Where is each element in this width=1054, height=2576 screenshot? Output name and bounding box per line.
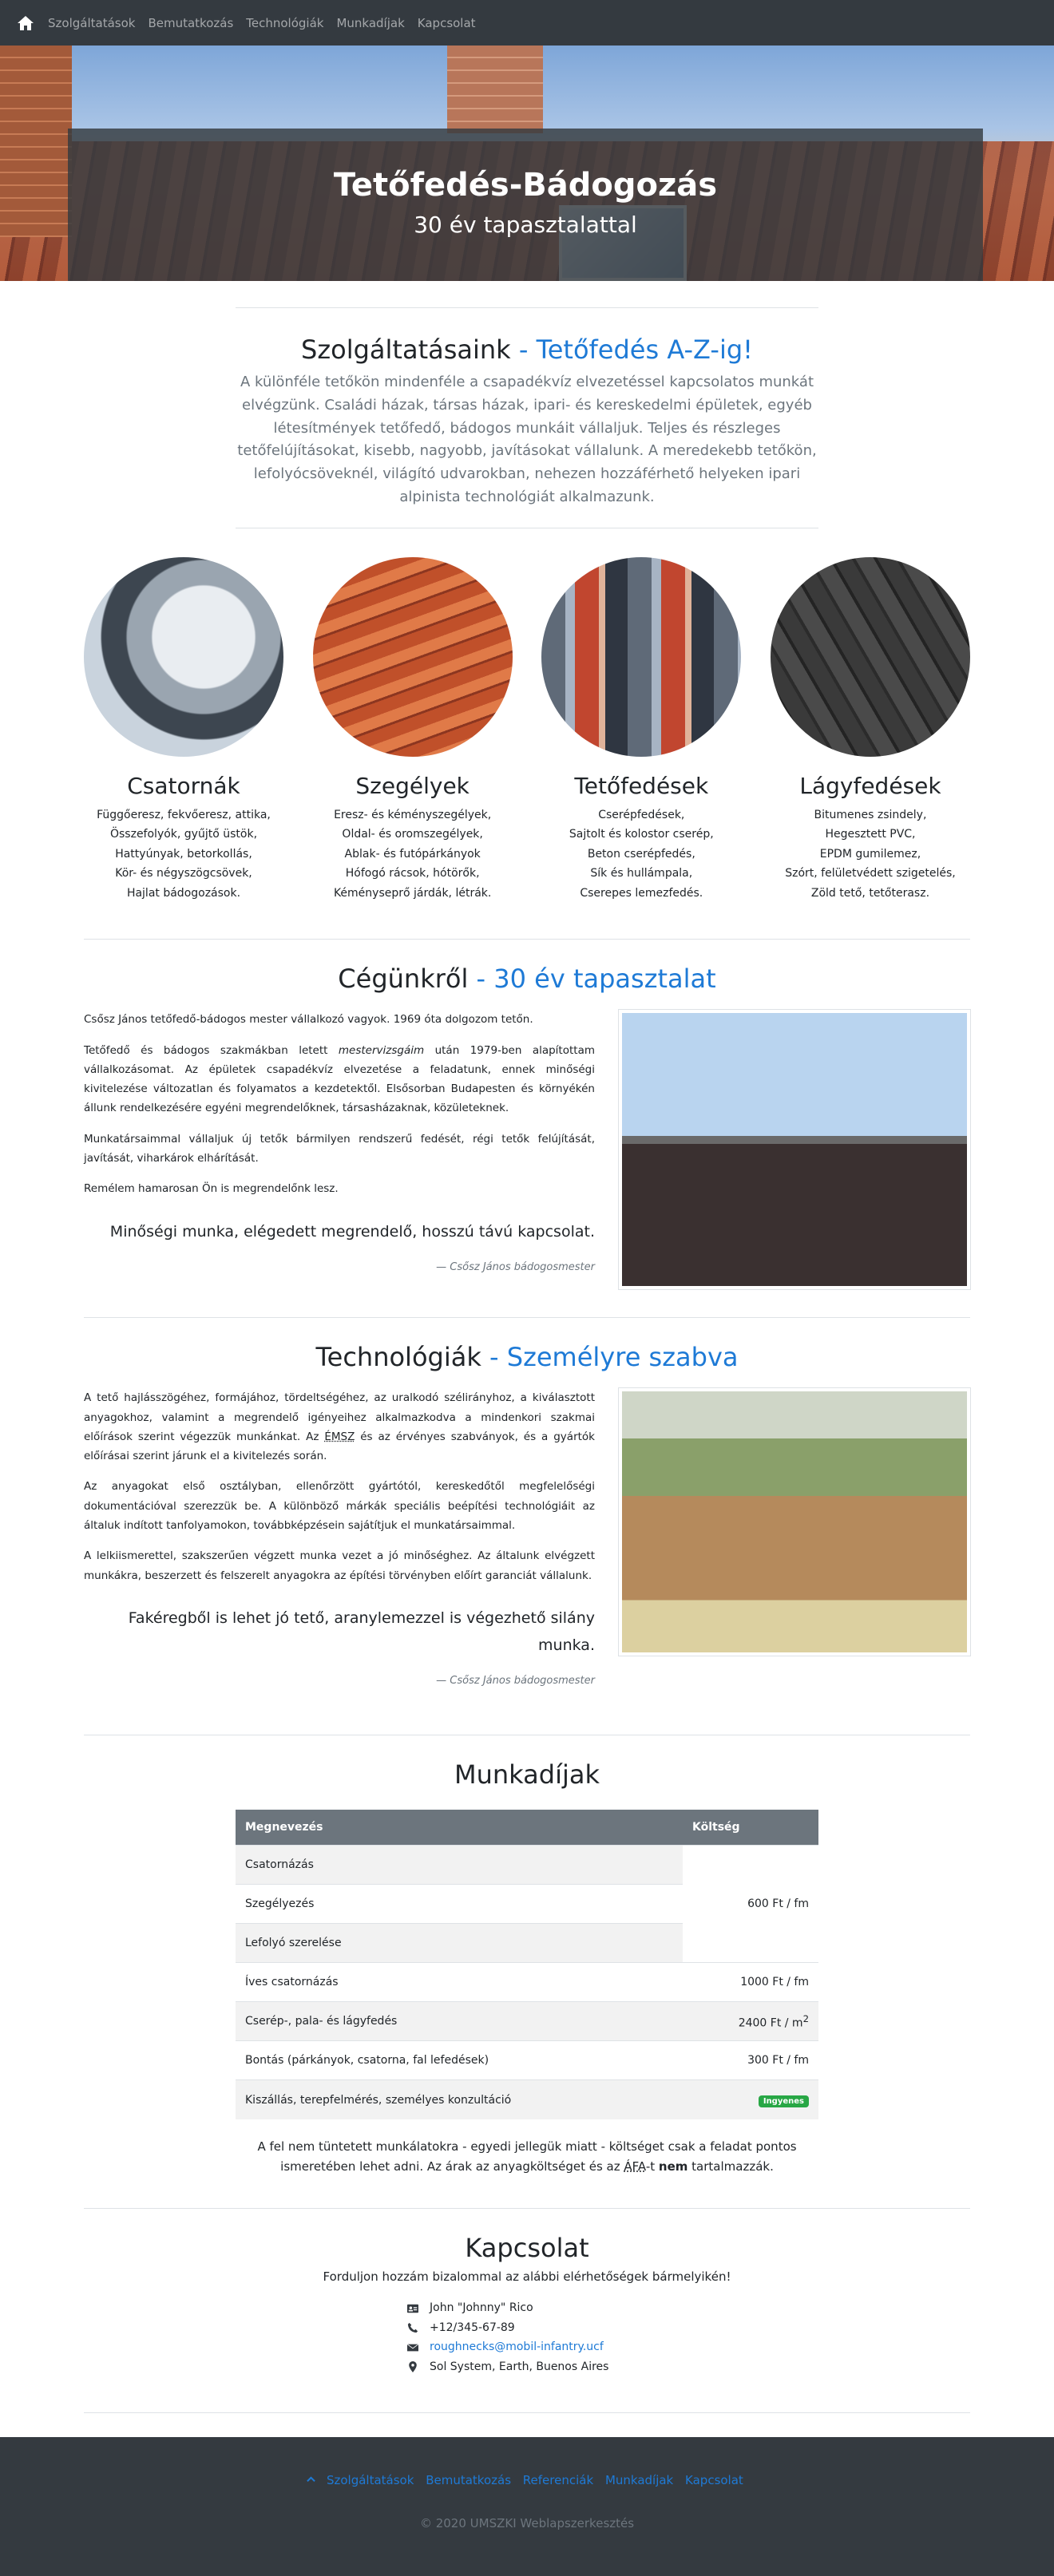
- phone-icon: [407, 2322, 418, 2333]
- footer-link-contact[interactable]: Kapcsolat: [685, 2473, 743, 2488]
- table-cell: Cserép-, pala- és lágyfedés: [236, 2001, 683, 2041]
- copyright: © 2020 UMSZKI Weblapszerkesztés: [419, 2516, 635, 2531]
- about-quote: Minőségi munka, elégedett megrendelő, hosszú távú kapcsolat.: [109, 1222, 595, 1241]
- contact-section: [84, 2209, 970, 2413]
- contact-name-row: [407, 2298, 647, 2318]
- table-row: [236, 2001, 818, 2041]
- service-card-gutters: [84, 557, 283, 904]
- prices-title: Munkadíjak: [454, 1759, 600, 1790]
- contact-name: John "Johnny" Rico: [430, 2301, 533, 2315]
- hero-banner: [0, 46, 1054, 281]
- hero-subtitle: 30 év tapasztalattal: [414, 212, 637, 238]
- flashing-image: [313, 557, 513, 757]
- about-paragraph: Munkatársaimmal vállaljuk új tetők bármilyen rendszerű fedését, régi tetők felújítását, javítását, viharkárok elhárítását.: [84, 1132, 595, 1165]
- table-cell: 600 Ft / fm: [683, 1845, 818, 1962]
- about-paragraph: Csősz János tetőfedő-bádogos mester vállalkozó vagyok. 1969 óta dolgozom tetőn.: [84, 1013, 533, 1027]
- service-card-soft-roofing: [771, 557, 970, 904]
- technology-section: [84, 1318, 970, 1735]
- card-text: Eresz- és kéményszegélyek, Oldal- és oromszegélyek, Ablak- és futópárkányok Hófogó rácsok, hótörők, Kéményseprő járdák, létrák.: [333, 808, 492, 900]
- table-row: [236, 1962, 818, 2001]
- table-header: Költség: [683, 1810, 818, 1846]
- tech-text: [84, 1388, 595, 1690]
- contact-phone-row: [407, 2318, 647, 2338]
- about-text: [84, 1010, 595, 1289]
- about-title: Cégünkről: [338, 964, 469, 995]
- footer-link-references[interactable]: Referenciák: [522, 2473, 594, 2488]
- footer-links: [0, 2473, 1054, 2487]
- card-text: Cserépfedések, Sajtolt és kolostor cserép, Beton cserépfedés, Sík és hullámpala, Cserepes lemezfedés.: [569, 808, 714, 900]
- about-accent: - 30 év tapasztalat: [476, 964, 716, 995]
- table-cell: Lefolyó szerelése: [236, 1923, 683, 1962]
- tech-paragraph: A tető hajlásszögéhez, formájához, tördeltségéhez, az uralkodó szélirányhoz, a kiválasztott anyagokhoz, valamint a megrendelő igényeihez alkalmazkodva a mindenkori szakmai előírások szerint végezzük munkánkat. Az ÉMSZ és az érvényes szabványok, és a gyártók előírásai szerint járunk el a kivitelezés során.: [84, 1391, 595, 1463]
- contact-email-link[interactable]: roughnecks@mobil-infantry.ucf: [430, 2341, 604, 2354]
- contact-title: Kapcsolat: [465, 2233, 589, 2264]
- card-title: Szegélyek: [355, 772, 470, 799]
- contact-email-row: [407, 2337, 647, 2357]
- services-lead: A különféle tetőkön mindenféle a csapadékvíz elvezetéssel kapcsolatos munkát elvégzünk. Családi házak, társas házak, ipari- és kereskedelmi épületek, egyéb létesítmények tetőfedő, bádogos munkáit vállaljuk. Teljes és részleges tetőfelújításokat, kisebb, nagyobb, javításokat vállalunk. A meredekebb tetőkön, lefolyócsöveknél, világító udvarokban, nehezen hozzáférhető helyeken ipari alpinista technológiát alkalmazunk.: [237, 374, 817, 505]
- contact-address: Sol System, Earth, Buenos Aires: [430, 2360, 609, 2373]
- tech-heading: [84, 1342, 970, 1372]
- contact-lead: Forduljon hozzám bizalommal az alábbi elérhetőségek bármelyikén!: [323, 2269, 731, 2285]
- table-cell: 2400 Ft / $m^2$: [683, 2001, 818, 2041]
- nav-link-services[interactable]: Szolgáltatások: [48, 15, 136, 30]
- table-cell: Íves csatornázás: [236, 1962, 683, 2001]
- divider: [84, 2412, 970, 2413]
- hero-chimney-center: [447, 46, 543, 133]
- chevron-up-icon[interactable]: [307, 2475, 315, 2484]
- table-cell: Kiszállás, terepfelmérés, személyes konzultáció: [236, 2080, 683, 2119]
- services-title: Szolgáltatásaink: [301, 334, 511, 365]
- card-title: Csatornák: [127, 772, 240, 799]
- about-section: [84, 940, 970, 1318]
- footer-link-services[interactable]: Szolgáltatások: [326, 2473, 414, 2488]
- shingle-image: [771, 557, 970, 757]
- card-text: Bitumenes zsindely, Hegesztett PVC, EPDM gumilemez, Szórt, felületvédett szigetelés, Zöld tető, tetőterasz.: [785, 808, 956, 900]
- hero-overlay: [68, 129, 983, 281]
- nav-link-about[interactable]: Bemutatkozás: [148, 15, 234, 30]
- footer-link-about[interactable]: Bemutatkozás: [426, 2473, 512, 2488]
- footer: [0, 2437, 1054, 2576]
- table-cell: [683, 2080, 818, 2119]
- divider: [236, 307, 818, 308]
- nav-link-prices[interactable]: Munkadíjak: [336, 15, 405, 30]
- tech-accent: - Személyre szabva: [489, 1342, 739, 1373]
- card-title: Lágyfedések: [799, 772, 941, 799]
- card-text: Függőeresz, fekvőeresz, attika, Összefolyók, gyűjtő üstök, Hattyúnyak, betorkollás, Kör- és négyszögcsövek, Hajlat bádogozások.: [97, 808, 271, 900]
- contact-phone: +12/345-67-89: [430, 2321, 515, 2334]
- id-card-icon: [407, 2303, 418, 2314]
- services-heading: [236, 334, 818, 365]
- table-row: [236, 2041, 818, 2080]
- tech-title: Technológiák: [315, 1342, 481, 1373]
- contact-details: [407, 2298, 647, 2376]
- service-cards: [84, 557, 970, 904]
- roofing-tiles-image: [541, 557, 741, 757]
- about-paragraph: Remélem hamarosan Ön is megrendelőnk lesz.: [84, 1182, 339, 1196]
- table-cell: Szegélyezés: [236, 1884, 683, 1923]
- nav-link-technologies[interactable]: Technológiák: [246, 15, 324, 30]
- service-card-roofing: [541, 557, 741, 904]
- prices-section: [84, 1735, 970, 2210]
- home-icon[interactable]: [16, 14, 35, 33]
- hero-chimney-left: [0, 46, 72, 237]
- envelope-icon: [407, 2342, 418, 2353]
- about-heading: [84, 964, 970, 994]
- table-header: Megnevezés: [236, 1810, 683, 1846]
- contact-address-row: [407, 2357, 647, 2377]
- tech-paragraph: Az anyagokat első osztályban, ellenőrzött gyártótól, kereskedőtől megfelelőségi dokumentációval szerezzük be. A különböző márkák speciális beépítési technológiáit az általuk indított tanfolyamokon, továbbképzésein sajátítjuk el munkatársaimmal.: [84, 1480, 595, 1533]
- table-row: [236, 1845, 818, 1884]
- service-card-flashings: [313, 557, 513, 904]
- prices-note: A fel nem tüntetett munkálatokra - egyedi jellegük miatt - költséget csak a feladat pontos ismeretében lehet adni. Az árak az anyagköltséget és az ÁFA-t nem tartalmazzák.: [257, 2139, 797, 2174]
- roof-frame-photo: [619, 1388, 970, 1656]
- about-quote-author: — Csősz János bádogosmester: [436, 1260, 595, 1273]
- table-row: [236, 2080, 818, 2119]
- gutter-image: [84, 557, 283, 757]
- price-table: [236, 1810, 818, 2119]
- nav-link-contact[interactable]: Kapcsolat: [417, 15, 476, 30]
- roofer-alpinist-photo: [619, 1010, 970, 1289]
- location-pin-icon: [407, 2361, 418, 2372]
- tech-quote: Fakéregből is lehet jó tető, aranylemezzel is végezhető silány munka.: [128, 1609, 595, 1655]
- footer-link-prices[interactable]: Munkadíjak: [604, 2473, 674, 2488]
- services-section: [84, 281, 970, 940]
- tech-paragraph: A lelkiismerettel, szakszerűen végzett munka vezet a jó minőséghez. Az általunk elvégzett munkákra, beszerzett és felszerelt anyagokra az építési törvényben előírt garanciát vállalunk.: [84, 1549, 595, 1582]
- table-cell: 300 Ft / fm: [683, 2041, 818, 2080]
- table-cell: Bontás (párkányok, csatorna, fal lefedések): [236, 2041, 683, 2080]
- card-title: Tetőfedések: [574, 772, 709, 799]
- services-accent: - Tetőfedés A-Z-ig!: [518, 334, 753, 365]
- about-paragraph: Tetőfedő és bádogos szakmákban letett mestervizsgáim után 1979-ben alapítottam vállalkozásomat. Az épületek csapadékvíz elvezetése a feladatunk, ennek minőségi kivitelezése változatlan és folyamatos a kezdetektől. Elsősorban Budapesten és környékén állunk rendelkezésére egyéni megrendelőknek, társasházaknak, közületeknek.: [84, 1043, 595, 1115]
- tech-quote-author: — Csősz János bádogosmester: [436, 1675, 595, 1688]
- table-cell: 1000 Ft / fm: [683, 1962, 818, 2001]
- table-cell: Csatornázás: [236, 1845, 683, 1884]
- free-badge: Ingyenes: [759, 2095, 809, 2107]
- hero-title: Tetőfedés-Bádogozás: [333, 167, 718, 204]
- navbar: [0, 0, 1054, 46]
